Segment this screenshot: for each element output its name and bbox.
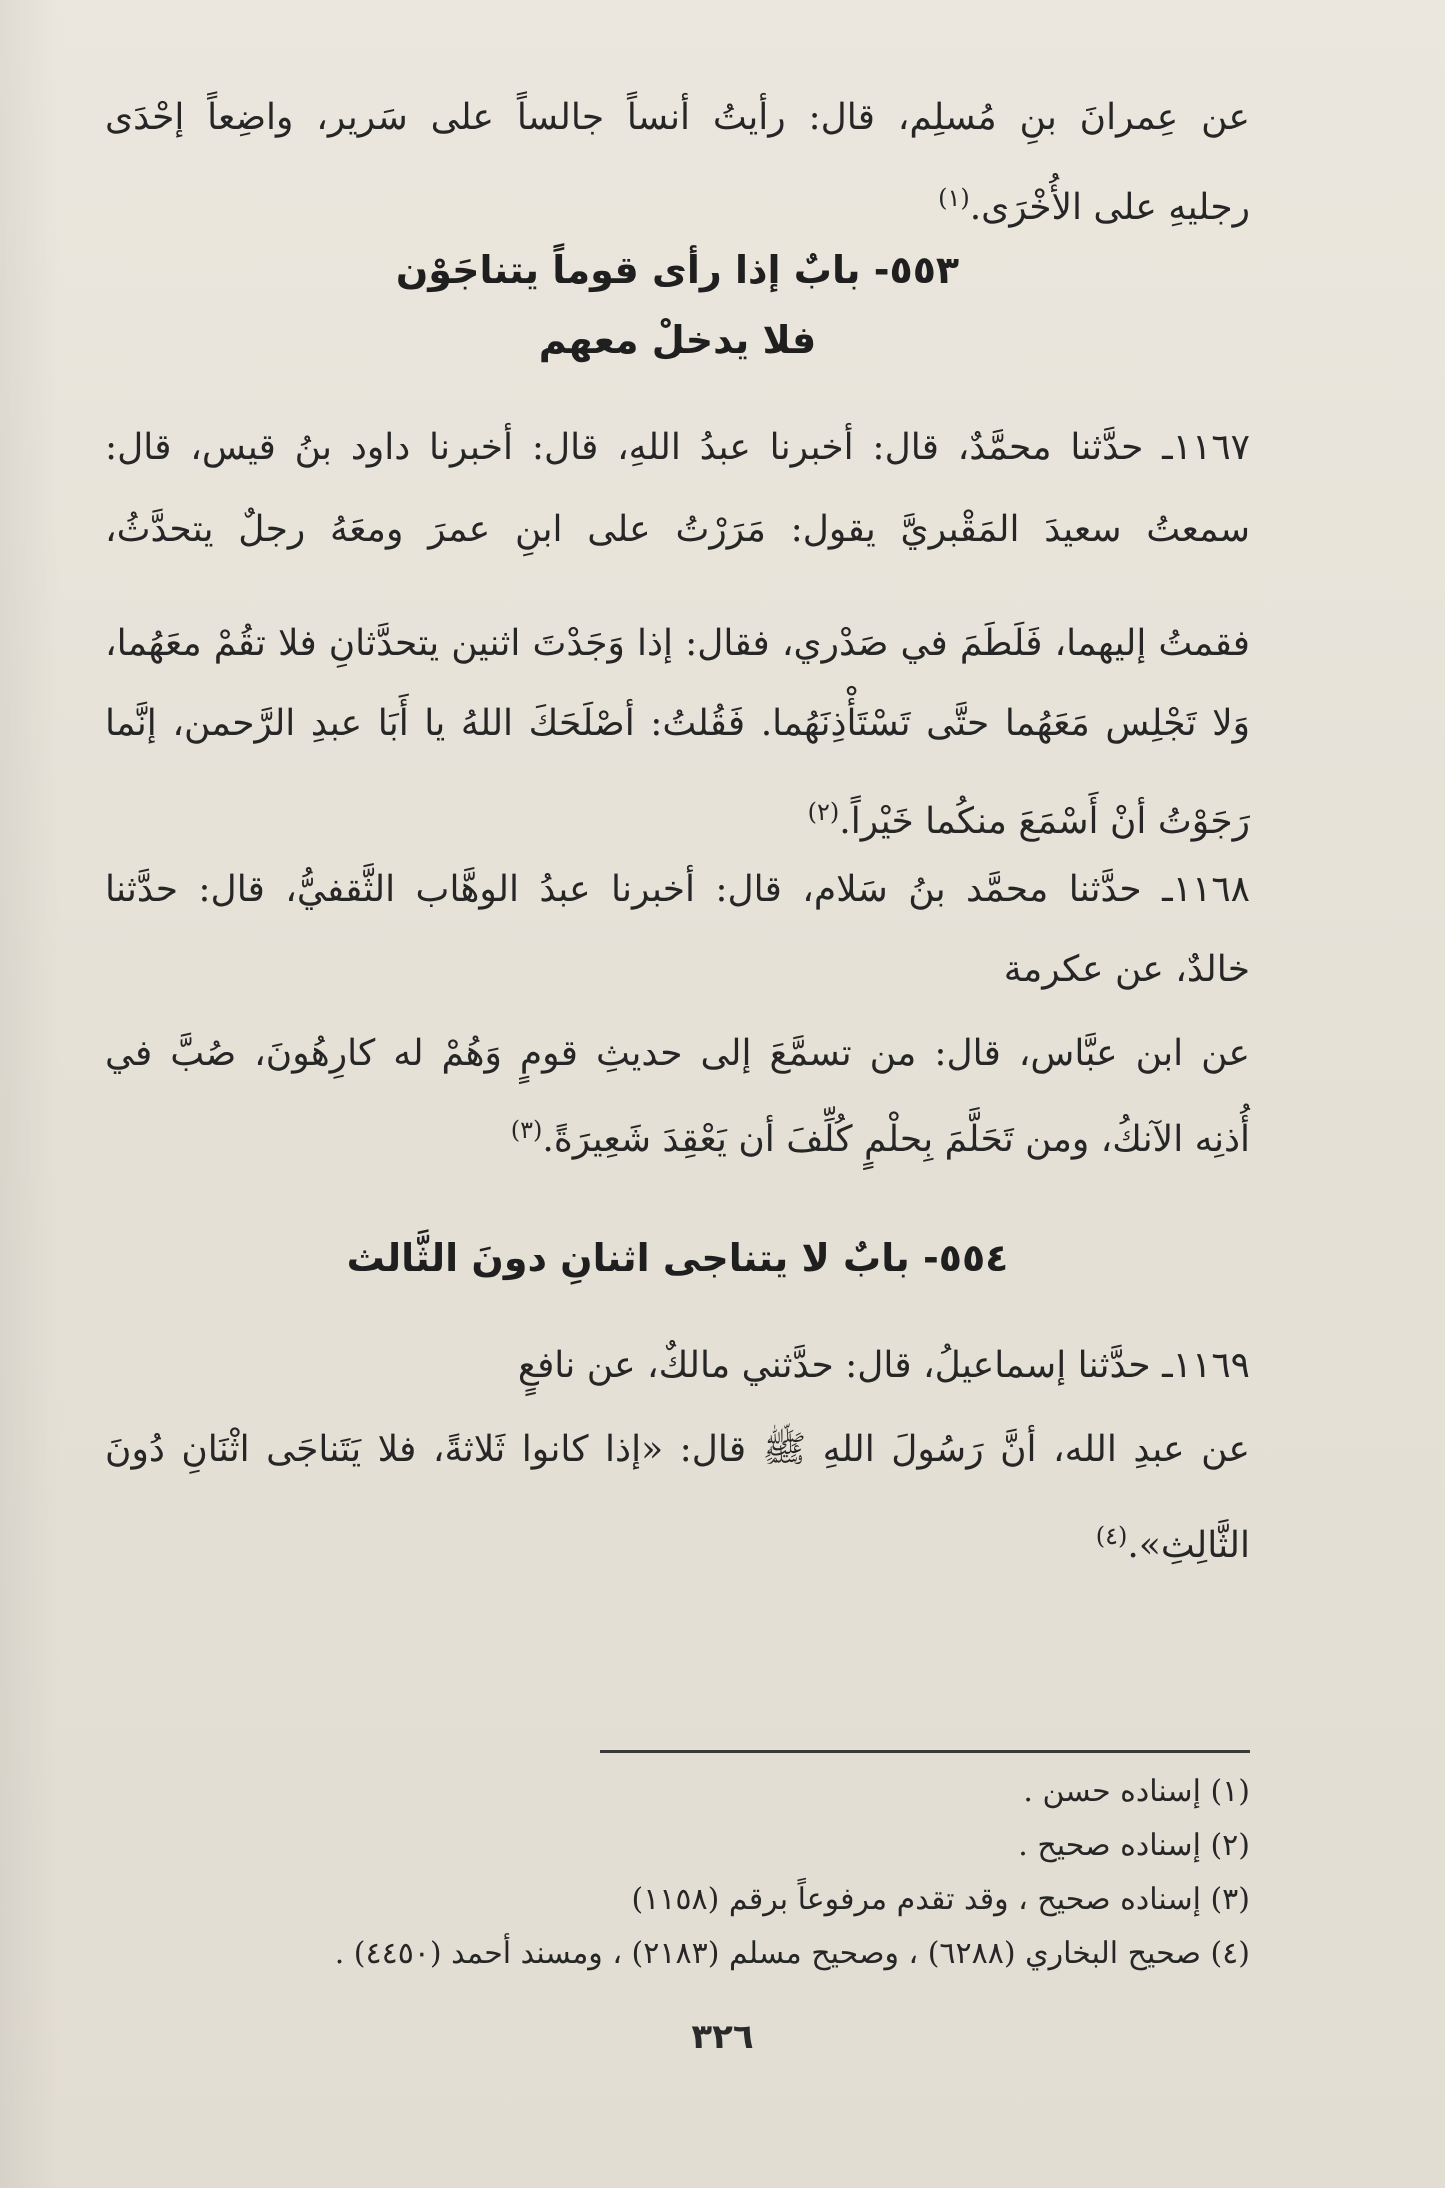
footnote-separator: [600, 1750, 1250, 1753]
text-line-14: [105, 1514, 1250, 1568]
footnote-2: (٢) إسناده صحيح .: [1018, 1828, 1250, 1863]
section-heading-553-cont: فلا يدخلْ معهم: [538, 318, 817, 362]
text-line-11: [105, 1108, 1250, 1162]
text-line-2: [105, 176, 1250, 230]
text-line-9: خالدٌ، عن عكرمة: [1003, 949, 1250, 990]
text-line-3: ١١٦٧ـ حدَّثنا محمَّدٌ، قال: أخبرنا عبدُ اللهِ، قال: أخبرنا داود بنُ قيس، قال:: [105, 427, 1250, 468]
text-line-11-body: أُذنِه الآنكُ، ومن تَحَلَّمَ بِحلْمٍ كُلِّفَ أن يَعْقِدَ شَعِيرَةً.: [542, 1119, 1250, 1160]
section-heading-553: ٥٥٣- بابٌ إذا رأى قوماً يتناجَوْن: [395, 248, 960, 292]
footnote-ref-3: (٣): [510, 1116, 543, 1144]
footnote-1: (١) إسناده حسن .: [1023, 1774, 1250, 1809]
text-line-8: ١١٦٨ـ حدَّثنا محمَّد بنُ سَلام، قال: أخبرنا عبدُ الوهَّاب الثَّقفيُّ، قال: حدَّثنا: [105, 869, 1250, 910]
footnote-ref-2: (٢): [807, 798, 840, 826]
page-shadow: [0, 0, 60, 2188]
footnote-ref-4: (٤): [1095, 1522, 1128, 1550]
text-line-6: وَلا تَجْلِس مَعَهُما حتَّى تَسْتَأْذِنَهُما. فَقُلتُ: أصْلَحَكَ اللهُ يا أَبَا عبدِ الرَّحمن، إنَّما: [105, 703, 1250, 744]
text-line-10: عن ابن عبَّاس، قال: من تسمَّعَ إلى حديثِ قومٍ وَهُمْ له كارِهُونَ، صُبَّ في: [105, 1033, 1250, 1074]
text-line-7-body: رَجَوْتُ أنْ أَسْمَعَ منكُما خَيْراً.: [839, 801, 1250, 842]
text-line-14-body: الثَّالِثِ».: [1127, 1525, 1250, 1566]
text-line-2-body: رجليهِ على الأُخْرَى.: [969, 187, 1250, 228]
text-line-5: فقمتُ إليهما، فَلَطَمَ في صَدْري، فقال: إذا وَجَدْتَ اثنين يتحدَّثانِ فلا تقُمْ معَهُما،: [105, 623, 1250, 664]
footnote-3: (٣) إسناده صحيح ، وقد تقدم مرفوعاً برقم (١١٥٨): [631, 1882, 1250, 1917]
section-heading-554: ٥٥٤- بابٌ لا يتناجى اثنانِ دونَ الثَّالث: [346, 1236, 1009, 1280]
text-line-12: ١١٦٩ـ حدَّثنا إسماعيلُ، قال: حدَّثني مالكٌ، عن نافعٍ: [517, 1345, 1250, 1386]
text-line-1: عن عِمرانَ بنِ مُسلِم، قال: رأيتُ أنساً جالساً على سَرير، واضِعاً إحْدَى: [105, 97, 1250, 138]
footnote-ref-1: (١): [938, 184, 970, 212]
footnote-4: (٤) صحيح البخاري (٦٢٨٨) ، وصحيح مسلم (٢١٨٣) ، ومسند أحمد (٤٤٥٠) .: [334, 1936, 1250, 1971]
page-number: ٣٢٦: [691, 2017, 754, 2057]
text-line-7: [105, 790, 1250, 844]
text-line-4: سمعتُ سعيدَ المَقْبريَّ يقول: مَرَرْتُ على ابنِ عمرَ ومعَهُ رجلٌ يتحدَّثُ،: [105, 509, 1250, 550]
text-line-13: عن عبدِ الله، أنَّ رَسُولَ اللهِ ﷺ قال: «إذا كانوا ثَلاثةً، فلا يَتَناجَى اثْنَانِ دُونَ: [105, 1429, 1250, 1470]
